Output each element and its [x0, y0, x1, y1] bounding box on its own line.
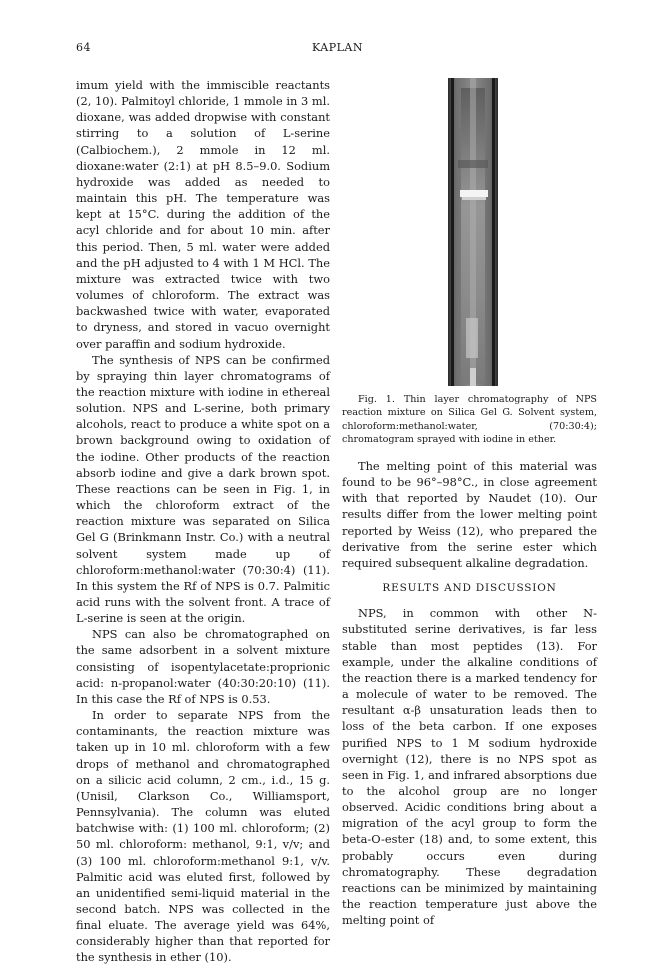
paragraph: The synthesis of NPS can be confirmed by spraying thin layer chromatograms of the reaction mixture with iodine in ethereal solution. NPS and L-serine, both primary alcohols, react to produce a white spot on a brown background owing to oxidation of the iodine. Other products of the reaction absorb iodine and give a dark brown spot. These reactions can be seen in Fig. 1, in which the chloroform extract of the reaction mixture was separated on Silica Gel G (Brinkmann Instr. Co.) with a neutral solvent system made up of chloroform:methanol:water (70:30:4) (11). In this system the Rf of NPS is 0.7. Palmitic acid runs with the solvent front. A trace of L-serine is seen at the origin. [76, 352, 330, 626]
running-title: KAPLAN [312, 41, 363, 54]
paragraph: imum yield with the immiscible reactants (2, 10). Palmitoyl chloride, 1 mmole in 3 ml. dioxane, was added dropwise with constant stirring to a solution of L-serine (Calbiochem.), 2 mmole in 12 ml. dioxane:water (2:1) at pH 8.5–9.0. Sodium hydroxide was added as needed to maintain this pH. The temperature was kept at 15°C. during the addition of the acyl chloride and for about 10 min. after this period. Then, 5 ml. water were added and the pH adjusted to 4 with 1 M HCl. The mixture was extracted twice with two volumes of chloroform. The extract was backwashed twice with water, evaporated to dryness, and stored in vacuo overnight over paraffin and sodium hydroxide. [76, 78, 330, 351]
section-heading: RESULTS AND DISCUSSION [382, 582, 557, 595]
paragraph: In order to separate NPS from the contaminants, the reaction mixture was taken up in 10 ml. chloroform with a few drops of methanol and chromatographed on a silicic acid column, 2 cm., i.d., 15 g. (Unisil, Clarkson Co., Williamsport, Pennsylvania). The column was eluted batchwise with: (1) 100 ml. chloroform; (2) 50 ml. chloroform: methanol, 9:1, v/v; and (3) 100 ml. chloroform:methanol 9:1, v/v. Palmitic acid was eluted first, followed by an unidentified semi-liquid material in the second batch. NPS was collected in the final eluate. The average yield was 64%, considerably higher than that reported for the synthesis in ether (10). [76, 708, 330, 965]
paragraph: NPS, in common with other N-substituted serine derivatives, is far less stable than most peptides (13). For example, under the alkaline conditions of the reaction there is a marked tendency for a molecule of water to be removed. The resultant α-β unsaturation leads then to loss of the beta carbon. If one exposes purified NPS to 1 M sodium hydroxide overnight (12), there is no NPS spot as seen in Fig. 1, and infrared absorptions due to the alcohol group are no longer observed. Acidic conditions bring about a migration of the acyl group to form the beta-O-ester (18) and, to some extent, this probably occurs even during chromatography. These degradation reactions can be minimized by maintaining the reaction temperature just above the melting point of [342, 606, 597, 928]
left-column [76, 77, 330, 966]
page-number: 64 [76, 41, 91, 54]
paragraph: The melting point of this material was found to be 96°–98°C., in close agreement with that reported by Naudet (10). Our results differ from the lower melting point reported by Weiss (12), who prepared the derivative from the serine ester which required subsequent alkaline degradation. [342, 459, 597, 570]
chromatogram-photo [448, 78, 498, 386]
right-column [342, 458, 597, 928]
figure-caption: Fig. 1. Thin layer chromatography of NPS reaction mixture on Silica Gel G. Solvent system, chloroform:methanol:water, (70:30:4); chromatogram sprayed with iodine in ether. [342, 394, 597, 445]
paragraph: NPS can also be chromatographed on the same adsorbent in a solvent mixture consisting of isopentylacetate:proprionic acid: n-propanol:water (40:30:20:10) (11). In this case the Rf of NPS is 0.53. [76, 627, 330, 706]
